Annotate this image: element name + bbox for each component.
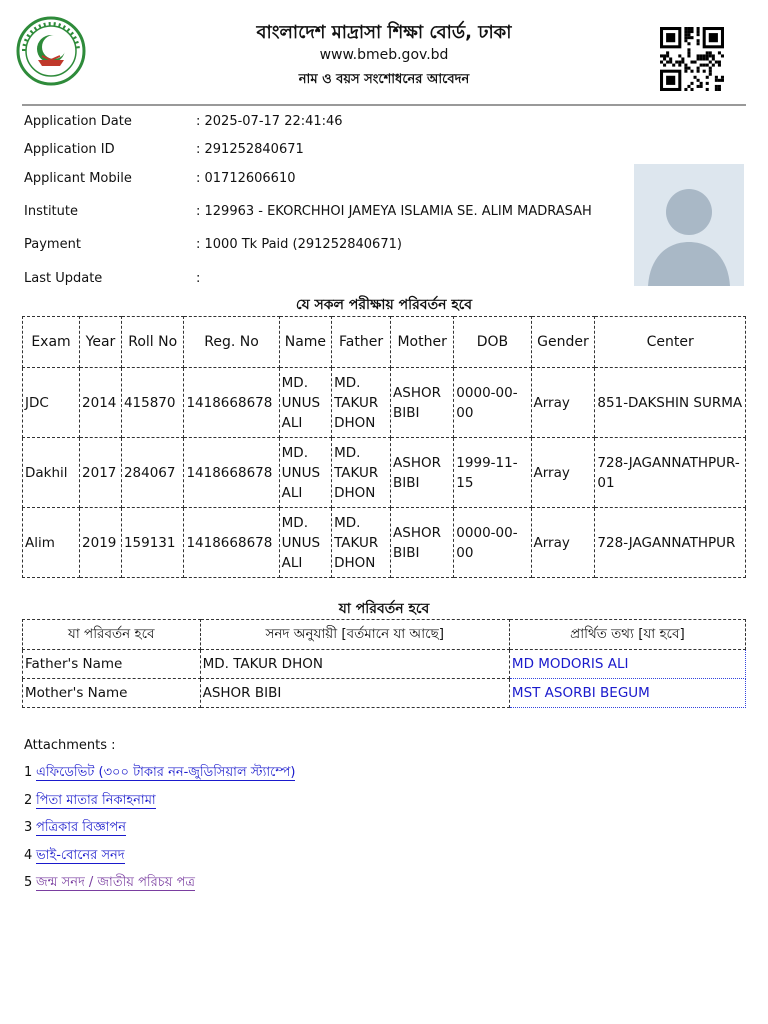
exam-cell: Alim	[23, 508, 80, 578]
change-header-cell: যা পরিবর্তন হবে	[23, 620, 201, 650]
list-item	[24, 763, 295, 783]
exam-cell: 851-DAKSHIN SURMA	[595, 368, 746, 438]
exam-header-cell: Gender	[531, 317, 595, 368]
info-label: Application Date	[24, 114, 132, 129]
info-value: : 2025-07-17 22:41:46	[196, 114, 343, 129]
info-label: Payment	[24, 237, 81, 252]
exam-cell: MD. TAKUR DHON	[332, 438, 391, 508]
attachment-number: 3	[24, 820, 33, 835]
exam-cell: MD. TAKUR DHON	[332, 368, 391, 438]
requested-value: MD MODORIS ALI	[509, 650, 745, 679]
attachment-link[interactable]: ভাই-বোনের সনদ	[36, 847, 125, 863]
exam-header-cell: Year	[80, 317, 122, 368]
attachment-link[interactable]: পিতা মাতার নিকাহনামা	[36, 792, 156, 808]
list-item	[24, 846, 125, 866]
exam-table	[22, 316, 746, 578]
exam-cell: 1418668678	[184, 368, 279, 438]
attachment-link[interactable]: জন্ম সনদ / জাতীয় পরিচয় পত্র	[36, 875, 195, 890]
exam-header-cell: Father	[332, 317, 391, 368]
exam-cell: 1418668678	[184, 438, 279, 508]
exam-cell: Array	[531, 508, 595, 578]
exam-cell: 0000-00-00	[454, 508, 531, 578]
table-row	[23, 679, 746, 708]
info-value: : 129963 - EKORCHHOI JAMEYA ISLAMIA SE. ALIM MADRASAH	[196, 204, 592, 219]
info-value: : 291252840671	[196, 142, 304, 157]
attachment-number: 2	[24, 792, 33, 808]
exam-cell: MD. UNUS ALI	[279, 368, 331, 438]
applicant-photo	[634, 164, 744, 286]
exam-header-cell: Exam	[23, 317, 80, 368]
change-field-name: Father's Name	[23, 650, 201, 679]
exam-cell: 2017	[80, 438, 122, 508]
attachment-number: 4	[24, 847, 33, 863]
attachments-label: Attachments :	[24, 738, 116, 753]
current-value: MD. TAKUR DHON	[200, 650, 509, 679]
form-title: নাম ও বয়স সংশোধনের আবেদন	[298, 72, 470, 87]
document-header	[0, 0, 768, 104]
info-label: Application ID	[24, 142, 115, 157]
exam-cell: 2014	[80, 368, 122, 438]
exam-cell: 728-JAGANNATHPUR	[595, 508, 746, 578]
info-value: :	[196, 271, 201, 286]
exam-cell: Array	[531, 368, 595, 438]
info-label: Institute	[24, 204, 78, 219]
qr-code-icon	[660, 27, 724, 91]
exam-header-cell: Roll No	[121, 317, 184, 368]
exam-cell: ASHOR BIBI	[391, 368, 454, 438]
table-row	[23, 368, 746, 438]
changes-section-title: যা পরিবর্তন হবে	[338, 601, 430, 617]
attachment-number: 1	[24, 765, 33, 780]
list-item	[24, 791, 156, 811]
exam-cell: JDC	[23, 368, 80, 438]
exam-cell: MD. TAKUR DHON	[332, 508, 391, 578]
list-item	[24, 873, 195, 893]
change-header-cell: প্রার্থিত তথ্য [যা হবে]	[509, 620, 745, 650]
info-label: Last Update	[24, 271, 103, 286]
requested-value: MST ASORBI BEGUM	[509, 679, 745, 708]
exam-cell: 159131	[121, 508, 184, 578]
exam-cell: Dakhil	[23, 438, 80, 508]
exam-cell: 1418668678	[184, 508, 279, 578]
exam-cell: 1999-11-15	[454, 438, 531, 508]
exam-cell: ASHOR BIBI	[391, 438, 454, 508]
board-website: www.bmeb.gov.bd	[319, 47, 449, 63]
info-label: Applicant Mobile	[24, 171, 132, 186]
current-value: ASHOR BIBI	[200, 679, 509, 708]
exam-cell: ASHOR BIBI	[391, 508, 454, 578]
exam-cell: 284067	[121, 438, 184, 508]
exam-header-cell: DOB	[454, 317, 531, 368]
exam-cell: MD. UNUS ALI	[279, 508, 331, 578]
changes-table	[22, 619, 746, 708]
list-item	[24, 818, 126, 838]
exam-cell: 415870	[121, 368, 184, 438]
change-header-cell: সনদ অনুযায়ী [বর্তমানে যা আছে]	[200, 620, 509, 650]
exam-header-cell: Reg. No	[184, 317, 279, 368]
attachment-number: 5	[24, 875, 33, 890]
exam-header-cell: Center	[595, 317, 746, 368]
attachment-link[interactable]: পত্রিকার বিজ্ঞাপন	[36, 820, 126, 835]
header-divider	[22, 104, 746, 106]
exam-header-cell: Mother	[391, 317, 454, 368]
info-value: : 01712606610	[196, 171, 296, 186]
table-row	[23, 438, 746, 508]
exam-header-cell: Name	[279, 317, 331, 368]
exams-section-title: যে সকল পরীক্ষায় পরিবর্তন হবে	[295, 297, 473, 313]
exam-cell: 2019	[80, 508, 122, 578]
exam-cell: 728-JAGANNATHPUR-01	[595, 438, 746, 508]
exam-cell: MD. UNUS ALI	[279, 438, 331, 508]
change-field-name: Mother's Name	[23, 679, 201, 708]
board-emblem-icon	[16, 16, 86, 86]
table-row	[23, 650, 746, 679]
exam-cell: 0000-00-00	[454, 368, 531, 438]
board-name: বাংলাদেশ মাদ্রাসা শিক্ষা বোর্ড, ঢাকা	[256, 22, 512, 43]
info-value: : 1000 Tk Paid (291252840671)	[196, 237, 402, 252]
table-row	[23, 508, 746, 578]
exam-cell: Array	[531, 438, 595, 508]
attachment-link[interactable]: এফিডেভিট (৩০০ টাকার নন-জুডিসিয়াল স্ট্যাম্পে)	[36, 765, 296, 780]
